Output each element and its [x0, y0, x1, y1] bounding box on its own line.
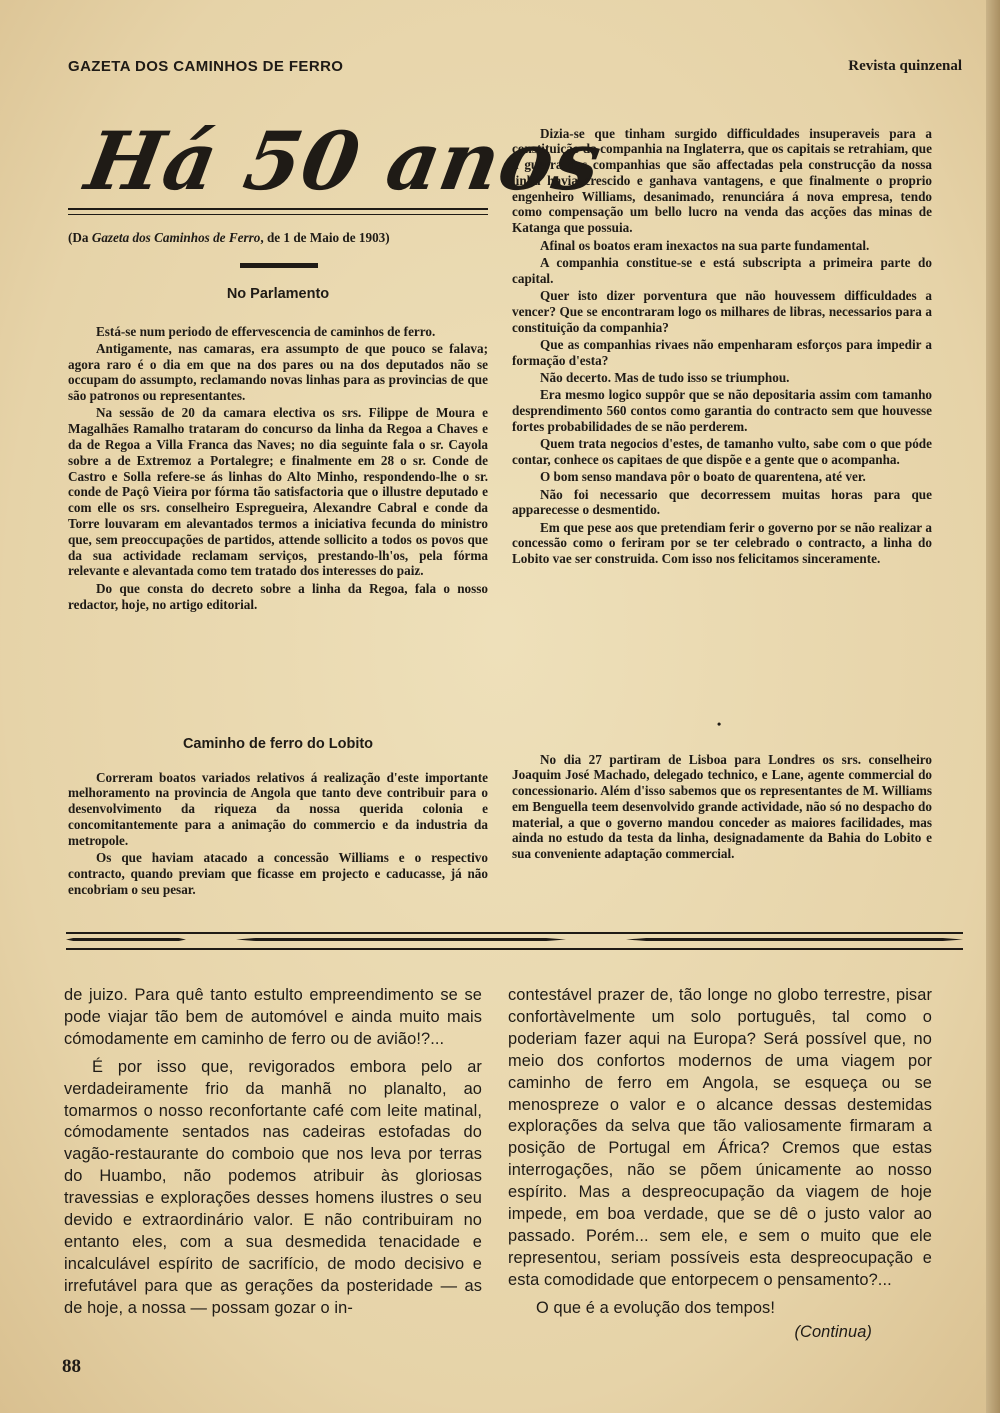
- section-separator: •: [717, 717, 722, 731]
- continuation-right-column: [508, 985, 932, 1344]
- paragraph: Era mesmo logico suppôr que se não depositaria assim com tamanho desprendimento 560 contos como garantia do contracto sem que houvesse fortes probabilidades de se não perderem.: [512, 387, 932, 434]
- paragraph: contestável prazer de, tão longe no globo terrestre, pisar confortàvelmente um solo português, tal como o poderiam fazer aqui na Europa? Será possível que, no meio dos confortos modernos de uma viagem por caminho de ferro em Angola, se esqueça ou se menospreze o valor e o alcance dessas destemidas explorações da selva que tão valiosamente firmaram a posição de Portugal em África? Cremos que estas interrogações, não se põem únicamente ao nosso espírito. Mas a despreocupação da viagem de hoje impede, em boa verdade, que se dê o justo valor ao passado. Porém... sem ele, e sem o muito que ele representou, seriam possíveis esta despreocupação e esta comodidade que entorpecem o pensamento?...: [508, 986, 932, 1289]
- section-label: Revista quinzenal: [848, 58, 962, 74]
- rule-dash: [236, 938, 566, 941]
- continued-marker: (Continua): [794, 1322, 872, 1341]
- paragraph: Quem trata negocios d'estes, de tamanho vulto, sabe com o que póde contar, conhece os capitaes de que dispõe e a gente que o acompanha.: [512, 436, 932, 467]
- paragraph: Antigamente, nas camaras, era assumpto de que pouco se falava; agora raro é o dia em que na dos pares ou na dos deputados não se occupam do assumpto, reclamando novas linhas para as provincias de que são patronos ou representantes.: [68, 340, 488, 404]
- rule-dash: [66, 938, 186, 941]
- masthead-rule-thick: [68, 208, 488, 210]
- heading-lobito: Caminho de ferro do Lobito: [182, 736, 374, 752]
- paragraph: No dia 27 partiram de Lisboa para Londres os srs. conselheiro Joaquim José Machado, delegado technico, e Lane, agente commercial do concessionario. Além d'isso sabemos que os representantes de M. Williams em Benguella teem desenvolvido grande actividade, não só no despacho do material, a que o governo mandou conceder as maiores facilidades, mas ainda no estudo da testa da linha, designadamente da Bahia do Lobito e sua conveniente adaptação commercial.: [512, 751, 932, 862]
- paragraph: Não foi necessario que decorressem muitas horas para que apparecesse o desmentido.: [512, 486, 932, 518]
- article-parlamento: [68, 322, 488, 612]
- heading-parlamento: No Parlamento: [226, 286, 330, 302]
- paragraph: Dizia-se que tinham surgido difficuldades insuperaveis para a constituição da companhia na Inglaterra, que os capitais se retrahiam, que a guerra das companhias que são affectadas pela construcção da nossa linha havia crescido e ganhava vantagens, e que finalmente o proprio engenheiro Williams, desanimado, renunciára á nova empresa, tendo como compensação um bello lucro na venda das acções das minas de Katanga que possuia.: [512, 125, 932, 236]
- masthead-rule-thin: [68, 214, 488, 215]
- paragraph: Que as companhias rivaes não empenharam esforços para impedir a formação d'esta?: [512, 336, 932, 368]
- paragraph: Correram boatos variados relativos á realização d'este importante melhoramento na provincia de Angola que tanto deve contribuir para o desenvolvimento da riqueza da nossa querida colonia e concomitantemente para a animação do commercio e da industria da metropole.: [68, 769, 488, 848]
- divider-bar: [240, 263, 318, 268]
- source-publication: Gazeta dos Caminhos de Ferro: [91, 230, 261, 245]
- source-citation: (Da Gazeta dos Caminhos de Ferro, de 1 de Maio de 1903): [68, 230, 390, 245]
- paragraph: Quer isto dizer porventura que não houvessem difficuldades a vencer? Que se encontraram logo os milhares de libras, necessarios para a constituição da companhia?: [512, 287, 932, 335]
- publication-title: GAZETA DOS CAMINHOS DE FERRO: [68, 58, 344, 75]
- page-edge-shadow: [986, 0, 1000, 1413]
- paragraph: Do que consta do decreto sobre a linha da Regoa, fala o nosso redactor, hoje, no artigo editorial.: [68, 580, 488, 612]
- rule-line: [66, 948, 963, 950]
- paragraph: Em que pese aos que pretendiam ferir o governo por se não realizar a concessão como o feriram por se ter celebrado o contracto, a linha do Lobito vae ser construida. Com isso nos felicitamos sinceramente.: [512, 519, 932, 567]
- rule-line: [66, 932, 963, 934]
- paragraph: O que é a evolução dos tempos!: [536, 1298, 775, 1317]
- page-number: 88: [62, 1356, 81, 1377]
- running-header: [68, 58, 962, 82]
- paragraph: O bom senso mandava pôr o boato de quarentena, até ver.: [540, 469, 866, 485]
- article-news-item: [512, 750, 932, 862]
- article-lobito-continued: [512, 124, 932, 567]
- paragraph: A companhia constitue-se e está subscripta a primeira parte do capital.: [512, 254, 932, 286]
- paragraph: Não decerto. Mas de tudo isso se triumphou.: [540, 369, 790, 385]
- article-lobito: [68, 768, 488, 897]
- paragraph: Está-se num periodo de effervescencia de caminhos de ferro.: [96, 323, 436, 339]
- paragraph: de juizo. Para quê tanto estulto empreendimento se se pode viajar tão bem de automóvel e ainda muito mais cómodamente em caminho de ferro ou de avião!?...: [64, 986, 482, 1048]
- continuation-left-column: [64, 985, 482, 1320]
- paragraph: Afinal os boatos eram inexactos na sua parte fundamental.: [540, 237, 870, 253]
- paragraph: Os que haviam atacado a concessão Williams e o respectivo contracto, quando previam que ficasse em projecto e caducasse, já não encobriam o seu pesar.: [68, 849, 488, 897]
- paragraph: É por isso que, revigorados embora pelo ar verdadeiramente frio da manhã no planalto, ao tomarmos o nosso reconfortante café com leite matinal, cómodamente sentados nas cadeiras estofadas do vagão-restaurante do comboio que nos leva por terras do Huambo, não podemos atribuir às gloriosas travessias e explorações desses homens ilustres o seu devido e extraordinário valor. E não contribuiram no entanto eles, com a sua desmedida tenacidade e incalculável espírito de sacrifício, de modo decisivo e irrefutável para que as gerações da posteridade — as de hoje, a nossa — possam gozar o in-: [64, 1057, 482, 1317]
- decorative-rules: [66, 928, 963, 958]
- column-masthead: Há 50 anos: [79, 114, 609, 208]
- paragraph: Na sessão de 20 da camara electiva os srs. Filippe de Moura e Magalhães Ramalho trataram do concurso da linha da Regoa a Chaves e da de Regoa a Villa Franca das Naves; no dia seguinte fala o sr. Cayola sobre a de Extremoz a Portalegre; e finalmente em 28 o sr. Conde de Castro e Solla refere-se ás linhas do Alto Minho, respondendo-lhe o sr. conde de Paçô Vieira por fórma tão satisfactoria que o illustre deputado e com elle os srs. conselheiro Espregueira, Alexandre Cabral e conde da Torre louvaram em alevantados termos a iniciativa fecunda do ministro que, sem preoccupações de partidos, attende sollicito a todos os povos que da sua actividade reclamam serviços, prestando-lh'os, pela fórma relevante e alevantada como tem tratado dos interesses do paiz.: [68, 405, 488, 579]
- rule-dash: [626, 938, 963, 941]
